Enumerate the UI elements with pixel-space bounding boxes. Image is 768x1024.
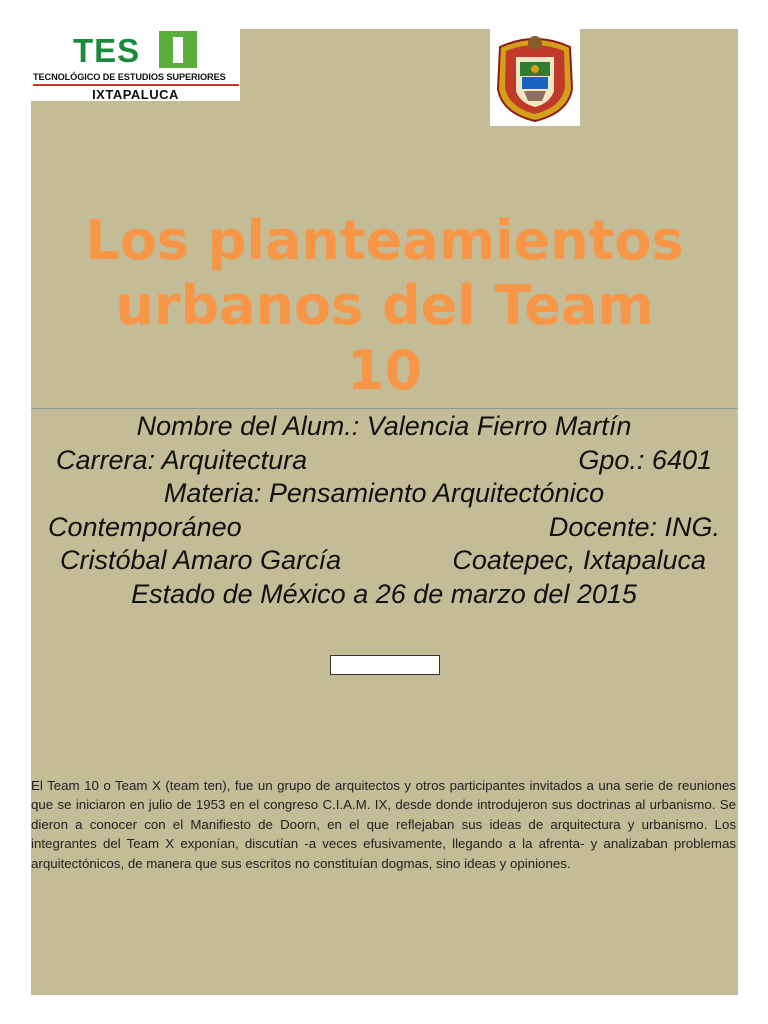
body-paragraph: El Team 10 o Team X (team ten), fue un grupo de arquitectos y otros participantes invitados a una serie de reuniones que se iniciaron en julio de 1953 en el congreso C.I.A.M. IX, desde donde introdujeron sus doctrinas al urbanismo. Se dieron a conocer con el Manifiesto de Doorn, en el que reflejaban sus ideas de arquitectura y urbanismo. Los integrantes del Team X exponían, discutían -a veces efusivamente, llegando a la afrenta- y analizaban problemas arquitectónicos, de manera que sus escritos no constituían dogmas, sino ideas y opiniones.	[31, 778, 736, 871]
title-divider	[31, 408, 738, 409]
date-row	[48, 578, 720, 612]
career: Carrera: Arquitectura	[56, 444, 308, 475]
teacher-label: Docente: ING.	[548, 511, 720, 542]
student-name: Nombre del Alum.: Valencia Fierro Martín	[136, 411, 632, 441]
place: Coatepec, Ixtapaluca	[452, 545, 706, 575]
subject: Materia: Pensamiento Arquitectónico	[163, 478, 605, 508]
estado-de-mexico-seal	[490, 29, 580, 126]
document-title	[31, 208, 738, 403]
student-name-row	[48, 410, 720, 444]
tes-institution-name: TECNOLÓGICO DE ESTUDIOS SUPERIORES	[33, 72, 226, 82]
student-info-block	[48, 410, 720, 611]
subject-row	[48, 477, 720, 511]
teacher-row	[48, 544, 720, 578]
subject-continued: Contemporáneo	[48, 511, 242, 542]
tes-location: IXTAPALUCA	[92, 87, 179, 102]
subject-cont-row	[48, 511, 720, 545]
group: Gpo.: 6401	[578, 444, 712, 475]
seal-emblem-icon	[490, 29, 580, 126]
blank-text-box	[330, 655, 440, 675]
tes-wordmark: TES	[73, 32, 141, 69]
title-line-1: Los planteamientos	[85, 209, 684, 272]
tes-logo	[31, 29, 240, 101]
state-date: Estado de México a 26 de marzo del 2015	[131, 578, 637, 609]
tes-logo-rule	[33, 84, 239, 86]
title-line-2: urbanos del Team	[115, 274, 654, 337]
career-row	[48, 444, 720, 478]
title-line-3: 10	[346, 339, 423, 402]
tes-i-mark	[159, 31, 197, 68]
teacher-name: Cristóbal Amaro García	[60, 545, 342, 575]
